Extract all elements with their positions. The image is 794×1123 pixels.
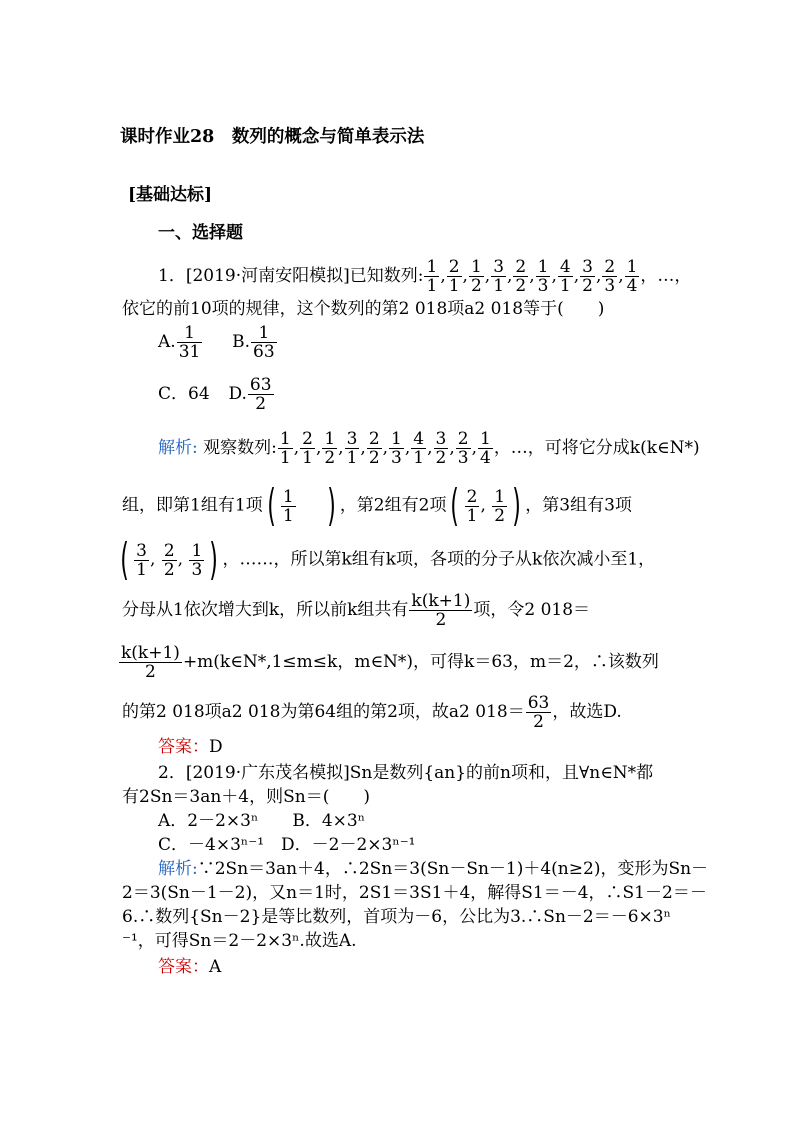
q2-analysis-text1: ∵2Sn＝3an＋4，∴2Sn＝3(Sn－Sn－1)＋4(n≥2)，变形为Sn－	[197, 859, 709, 879]
q1-analysis-text2c: ，第3组有3项	[525, 495, 632, 516]
paren-open: (	[450, 480, 460, 531]
q1-analysis-label: 解析:	[158, 438, 198, 458]
q1-seq-numerator: 2	[448, 257, 460, 277]
group2-den-2: 2	[494, 505, 506, 526]
q1-analysis-seq-fraction	[478, 430, 493, 467]
q1-analysis-seq-fraction	[345, 430, 360, 467]
group2-den-1: 1	[466, 505, 478, 526]
q1-option-d-den: 2	[248, 394, 274, 413]
q1-analysis-seq-separator: ,	[293, 438, 300, 458]
group1-num: 1	[282, 486, 294, 507]
q1-sequence	[423, 257, 640, 296]
q1-analysis-fraction4-num: k(k+1)	[411, 591, 471, 611]
group3-num-1: 3	[136, 540, 147, 561]
q1-option-a-den: 31	[178, 342, 201, 362]
group2-num-1: 2	[466, 486, 478, 507]
q1-analysis-text5b: +m(k∈N*,1≤m≤k，m∈N*)，可得k＝63，m＝2，∴该数列	[182, 652, 659, 672]
q2-stem-line1: 2．[2019·广东茂名模拟]Sn是数列{an}的前n项和，且∀n∈N*都	[158, 763, 654, 783]
q1-analysis-seq-denominator: 3	[391, 448, 402, 468]
q1-option-d-label: D.	[228, 384, 247, 404]
q1-analysis-seq-denominator: 2	[324, 448, 336, 468]
q1-seq-fraction	[424, 258, 439, 295]
q1-analysis-seq-denominator: 2	[435, 448, 447, 468]
group3-fraction-3	[189, 542, 204, 579]
group2-fraction-1	[465, 488, 480, 525]
q1-analysis-seq-fraction	[456, 430, 471, 467]
q1-analysis-seq-denominator: 2	[368, 448, 380, 468]
q1-stem-prefix: 1．[2019·河南安阳模拟]已知数列:	[158, 266, 424, 286]
q1-seq-fraction	[513, 258, 528, 295]
q1-analysis-seq-numerator: 3	[435, 429, 447, 449]
group3-num-2: 2	[163, 540, 175, 561]
q1-answer-value: D	[209, 737, 223, 757]
q1-analysis-sequence	[277, 429, 494, 468]
q1-options-ab	[158, 324, 278, 361]
q1-option-a-label: A.	[158, 332, 176, 352]
q1-analysis-seq-numerator: 1	[324, 429, 336, 449]
q1-analysis-seq-fraction	[411, 430, 426, 467]
q1-analysis-text2a: 组，即第1组有1项	[122, 495, 263, 516]
q1-option-b-fraction	[251, 324, 277, 361]
q1-seq-numerator: 2	[515, 257, 527, 277]
q1-analysis-seq-separator: ,	[449, 438, 455, 458]
q1-seq-numerator: 1	[426, 257, 438, 277]
q2-answer-label: 答案：	[158, 957, 209, 977]
q1-seq-numerator: 2	[604, 257, 616, 277]
q1-seq-separator: ,	[529, 266, 535, 286]
q1-stem-line2: 依它的前10项的规律，这个数列的第2 018项a2 018等于( )	[122, 299, 605, 319]
q1-option-a-num: 1	[184, 323, 195, 343]
subsection-heading: 一、选择题	[158, 223, 243, 243]
group3-den-2: 2	[163, 559, 175, 580]
q1-seq-separator: ,	[440, 266, 446, 286]
q1-analysis-text3b: ，……，所以第k组有k项，各项的分子从k依次减小至1，	[222, 549, 656, 570]
q1-analysis-seq-denominator: 1	[413, 448, 425, 468]
page-title: 课时作业28 数列的概念与简单表示法	[120, 127, 425, 147]
q1-seq-numerator: 1	[470, 257, 482, 277]
paren-close: )	[326, 480, 336, 531]
q1-stem-suffix: ，…，	[640, 266, 692, 286]
q1-option-c: C．64	[158, 384, 210, 404]
q1-analysis-seq-fraction	[434, 430, 449, 467]
q1-seq-denominator: 2	[582, 276, 593, 296]
q2-analysis-line2: 2＝3(Sn－1－2)，又n＝1时，2S1＝3S1＋4，解得S1＝－4，∴S1－2＝－	[122, 883, 707, 903]
q1-analysis-text1a: 观察数列:	[203, 438, 277, 458]
q1-seq-separator: ,	[462, 266, 468, 286]
q1-seq-numerator: 1	[537, 257, 549, 277]
q1-seq-separator: ,	[551, 266, 557, 286]
q2-answer-value: A	[209, 957, 222, 977]
paren-open: (	[266, 480, 276, 531]
q1-seq-denominator: 1	[559, 276, 571, 296]
q1-seq-denominator: 1	[426, 276, 438, 296]
section-heading: [基础达标]	[128, 185, 213, 205]
q1-seq-denominator: 1	[493, 276, 505, 296]
q1-seq-fraction	[558, 258, 573, 295]
q2-stem-line2: 有2Sn＝3an＋4，则Sn＝( )	[122, 787, 370, 807]
paren-close: )	[209, 534, 219, 585]
q1-analysis-fraction6-den: 2	[526, 712, 552, 731]
paren-close: )	[512, 480, 521, 531]
q1-analysis-seq-separator: ,	[360, 438, 366, 458]
q1-analysis-seq-numerator: 1	[391, 429, 402, 449]
q1-option-a-fraction	[177, 324, 203, 361]
q1-analysis-fraction6	[526, 694, 552, 731]
q1-seq-separator: ,	[484, 266, 491, 286]
group2-fraction-2	[492, 488, 507, 525]
q1-seq-denominator: 2	[470, 276, 482, 296]
q1-option-b-label: B.	[232, 332, 251, 352]
q1-analysis-text6b: ，故选D.	[552, 702, 622, 722]
q2-analysis-line4: ⁻¹，可得Sn＝2－2×3ⁿ.故选A.	[122, 931, 357, 951]
group3-num-3: 1	[191, 540, 203, 561]
q1-stem-line1	[158, 258, 691, 295]
q1-answer	[158, 736, 223, 758]
q2-analysis-line3: 6.∴数列{Sn－2}是等比数列，首项为－6，公比为3.∴Sn－2＝－6×3ⁿ	[122, 907, 671, 927]
q1-analysis-seq-separator: ,	[338, 438, 344, 458]
q1-seq-denominator: 3	[604, 276, 616, 296]
q1-seq-separator: ,	[595, 266, 602, 286]
group3-fraction-1	[134, 542, 149, 579]
q1-analysis-seq-separator: ,	[315, 438, 322, 458]
q1-analysis-seq-separator: ,	[471, 438, 477, 458]
q1-analysis-text6a: 的第2 018项a2 018为第64组的第2项，故a2 018＝	[122, 702, 525, 722]
q1-answer-label: 答案：	[158, 737, 209, 757]
q2-analysis-label: 解析:	[158, 859, 198, 879]
q1-option-d-num: 63	[249, 375, 272, 395]
q1-analysis-seq-numerator: 3	[346, 429, 358, 449]
q1-seq-denominator: 2	[515, 276, 527, 296]
q1-seq-fraction	[491, 258, 506, 295]
q1-analysis-fraction4	[409, 592, 472, 629]
q1-seq-fraction	[536, 258, 551, 295]
q1-analysis-seq-denominator: 1	[279, 448, 291, 468]
q1-analysis-seq-fraction	[278, 430, 293, 467]
q2-analysis-line1	[158, 858, 708, 880]
q1-seq-separator: ,	[573, 266, 580, 286]
q2-options-ab: A．2－2×3ⁿ B．4×3ⁿ	[158, 811, 366, 831]
q1-analysis-text2b: ，第2组有2项	[339, 495, 447, 516]
q1-analysis-seq-separator: ,	[427, 438, 433, 458]
q1-analysis-seq-numerator: 2	[368, 429, 380, 449]
group3-fraction-2	[162, 542, 177, 579]
q1-seq-numerator: 3	[493, 257, 505, 277]
q1-analysis-line6	[122, 694, 622, 731]
q1-analysis-line2: 组，即第1组有1项( $\frac{1}{1}$ ) ，第2组有2项( $\frac{2}{1}$ , $\frac{1}{2}$ ) ，第3组有3项	[122, 480, 632, 531]
q1-analysis-line1	[158, 430, 700, 467]
group3-den-1: 1	[136, 559, 147, 580]
q1-analysis-seq-denominator: 1	[346, 448, 358, 468]
q1-analysis-fraction6-num: 63	[527, 693, 550, 713]
q1-analysis-seq-numerator: 4	[413, 429, 425, 449]
q1-analysis-fraction5	[119, 644, 182, 681]
q1-analysis-line5	[118, 644, 659, 681]
q1-analysis-seq-fraction	[322, 430, 337, 467]
q1-seq-numerator: 3	[582, 257, 593, 277]
q1-analysis-seq-fraction	[300, 430, 315, 467]
q1-analysis-seq-fraction	[367, 430, 382, 467]
q1-analysis-fraction5-den: 2	[119, 662, 182, 681]
group2-num-2: 1	[494, 486, 506, 507]
q1-analysis-fraction4-den: 2	[409, 610, 472, 629]
q2-options-cd: C．－4×3ⁿ⁻¹ D．－2－2×3ⁿ⁻¹	[158, 835, 416, 855]
q1-seq-denominator: 3	[537, 276, 549, 296]
q1-seq-numerator: 4	[559, 257, 571, 277]
group1-fraction	[281, 488, 296, 525]
q1-analysis-seq-fraction	[389, 430, 404, 467]
q1-analysis-fraction5-num: k(k+1)	[121, 643, 180, 663]
q1-analysis-seq-denominator: 4	[479, 448, 491, 468]
q1-option-d-fraction	[248, 376, 274, 413]
q1-option-b-num: 1	[258, 323, 270, 343]
q1-seq-denominator: 1	[448, 276, 460, 296]
group1-den: 1	[282, 505, 294, 526]
q1-analysis-seq-separator: ,	[404, 438, 411, 458]
q1-seq-separator: ,	[618, 266, 624, 286]
q1-analysis-seq-numerator: 2	[302, 429, 313, 449]
q1-analysis-seq-numerator: 2	[457, 429, 469, 449]
q2-answer	[158, 956, 221, 978]
q1-analysis-text4a: 分母从1依次增大到k，所以前k组共有	[122, 600, 409, 620]
q1-analysis-seq-denominator: 3	[457, 448, 469, 468]
q1-analysis-text1b: ，…，可将它分成k(k∈N*)	[493, 438, 700, 458]
q1-analysis-seq-numerator: 1	[279, 429, 291, 449]
q1-analysis-text4b: 项，令2 018＝	[473, 600, 591, 620]
q1-seq-fraction	[580, 258, 595, 295]
q1-analysis-line3: ( $\frac{3}{1}$ , $\frac{2}{2}$ , $\frac{1}{3}$ ) ，……，所以第k组有k项，各项的分子从k依次减小至1，	[120, 534, 656, 585]
q1-seq-fraction	[447, 258, 462, 295]
q1-seq-fraction	[625, 258, 640, 295]
q1-option-b-den: 63	[253, 342, 275, 362]
q1-seq-denominator: 4	[626, 276, 638, 296]
q1-seq-numerator: 1	[626, 257, 638, 277]
group3-den-3: 3	[191, 559, 203, 580]
q1-analysis-seq-separator: ,	[382, 438, 389, 458]
q1-analysis-seq-denominator: 1	[302, 448, 313, 468]
paren-open: (	[120, 534, 129, 585]
q1-analysis-seq-numerator: 1	[479, 429, 491, 449]
q1-options-cd	[158, 376, 275, 413]
q1-seq-fraction	[469, 258, 484, 295]
q1-seq-separator: ,	[507, 266, 513, 286]
q1-analysis-line4	[122, 592, 590, 629]
q1-seq-fraction	[602, 258, 617, 295]
